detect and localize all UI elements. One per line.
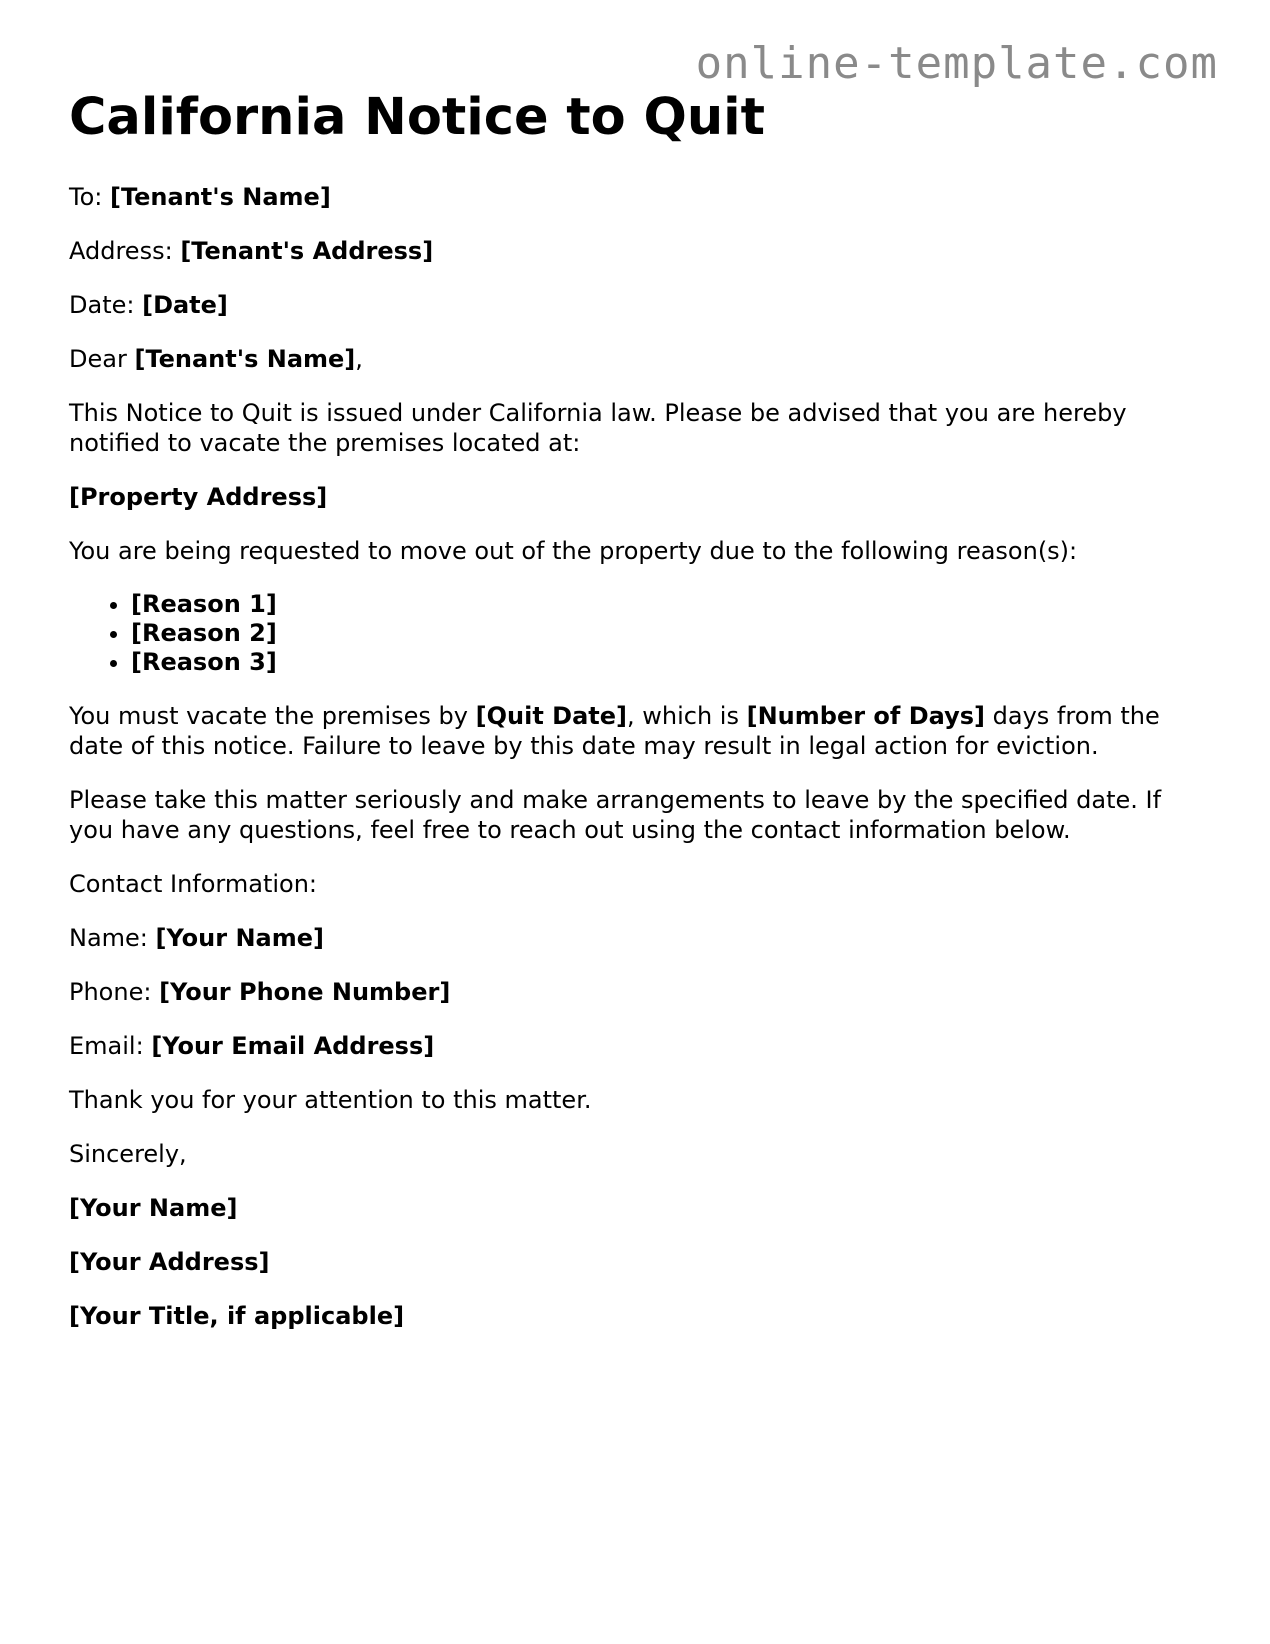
signature-address: [Your Address] [69, 1248, 270, 1276]
reasons-intro: You are being requested to move out of the property due to the following reason(s): [69, 537, 1078, 565]
intro-paragraph: This Notice to Quit is issued under California law. Please be advised that you are hereby notified to vacate the premises located at: [69, 399, 1127, 457]
list-item [131, 619, 1209, 648]
greeting-line [69, 344, 1209, 374]
list-item [131, 648, 1209, 677]
to-line [69, 182, 1209, 212]
signature-name-line [69, 1193, 1209, 1223]
date-label: Date: [69, 291, 135, 319]
reason-1: [Reason 1] [131, 590, 277, 618]
signature-block [69, 1193, 1209, 1331]
contact-heading: Contact Information: [69, 870, 318, 898]
signature-name: [Your Name] [69, 1194, 238, 1222]
signature-title-line [69, 1301, 1209, 1331]
vacate-text-1: You must vacate the premises by [69, 702, 468, 730]
contact-phone-line [69, 977, 1209, 1007]
vacate-text-3: days from the date of this notice. Failure to leave by this date may result in legal action for eviction. [69, 702, 1160, 760]
date-line [69, 290, 1209, 320]
contact-email-label: Email: [69, 1032, 144, 1060]
reasons-list [69, 590, 1209, 677]
number-of-days: [Number of Days] [746, 702, 985, 730]
vacate-text-2: , which is [627, 702, 739, 730]
document-title: California Notice to Quit [69, 88, 765, 147]
document-page [69, 88, 1209, 1355]
contact-name-label: Name: [69, 924, 148, 952]
signature-address-line [69, 1247, 1209, 1277]
contact-name-value: [Your Name] [155, 924, 324, 952]
date-value: [Date] [142, 291, 228, 319]
greeting-name: [Tenant's Name] [134, 345, 356, 373]
quit-date: [Quit Date] [475, 702, 627, 730]
address-label: Address: [69, 237, 173, 265]
reason-2: [Reason 2] [131, 619, 277, 647]
contact-phone-label: Phone: [69, 978, 152, 1006]
to-value: [Tenant's Name] [110, 183, 331, 211]
contact-phone-value: [Your Phone Number] [159, 978, 451, 1006]
address-value: [Tenant's Address] [180, 237, 434, 265]
address-line [69, 236, 1209, 266]
signoff: Sincerely, [69, 1140, 187, 1168]
vacate-paragraph [69, 701, 1209, 761]
property-address: [Property Address] [69, 483, 328, 511]
watermark: online-template.com [695, 38, 1218, 89]
to-label: To: [69, 183, 103, 211]
thanks-line: Thank you for your attention to this matter. [69, 1086, 592, 1114]
greeting-prefix: Dear [69, 345, 127, 373]
contact-name-line [69, 923, 1209, 953]
greeting-suffix: , [355, 345, 363, 373]
reason-3: [Reason 3] [131, 648, 277, 676]
property-address-line [69, 482, 1209, 512]
contact-email-line [69, 1031, 1209, 1061]
closing-paragraph: Please take this matter seriously and make arrangements to leave by the specified date. If you have any questions, feel free to reach out using the contact information below. [69, 786, 1162, 844]
list-item [131, 590, 1209, 619]
contact-email-value: [Your Email Address] [151, 1032, 435, 1060]
signature-title: [Your Title, if applicable] [69, 1302, 405, 1330]
